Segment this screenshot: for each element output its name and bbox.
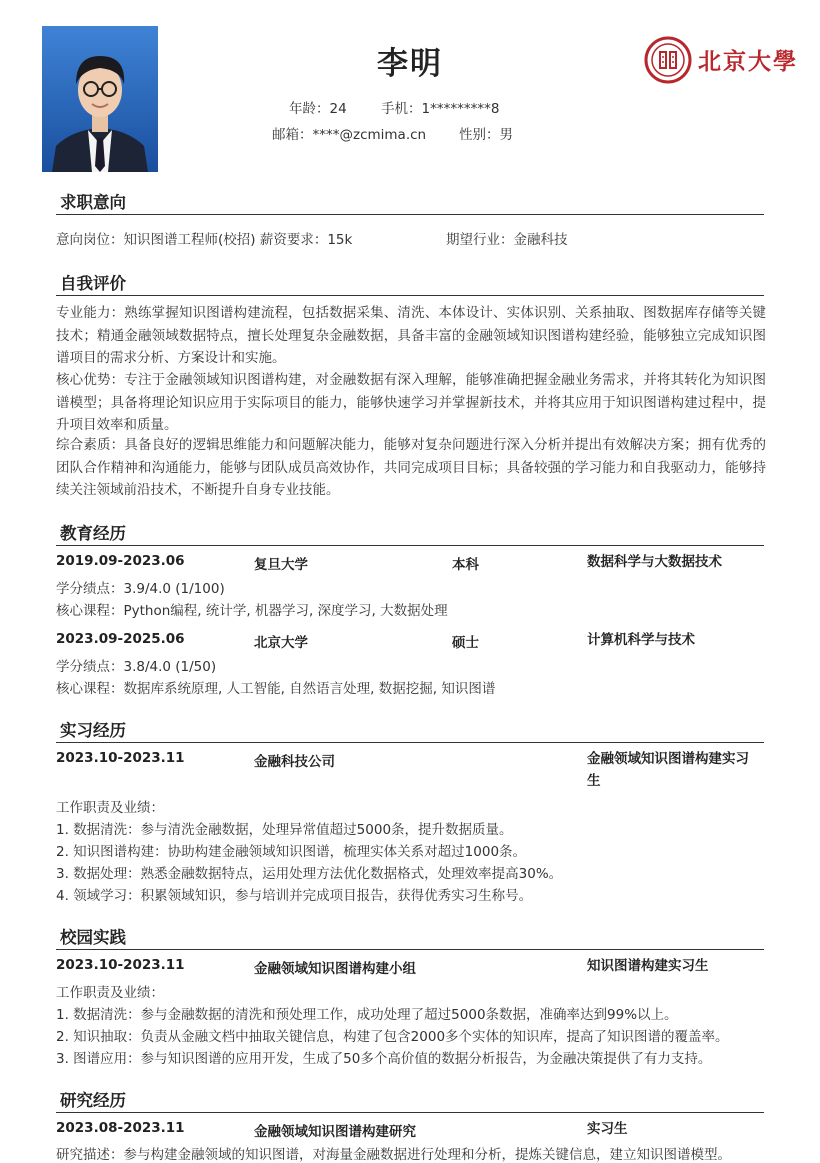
email-info xyxy=(272,123,426,143)
edu-courses: 核心课程：数据库系统原理, 人工智能, 自然语言处理, 数据挖掘, 知识图谱 xyxy=(56,681,496,697)
job-position: 意向岗位：知识图谱工程师(校招) 薪资要求：15k xyxy=(56,232,353,248)
campus-duty-label: 工作职责及业绩： xyxy=(56,985,164,1001)
self-eval-strength: 核心优势：专注于金融领域知识图谱构建，对金融数据有深入理解，能够准确把握金融业务需求，并将其转化为知识图谱模型；具备将理论知识应用于实际项目的能力，能够快速学习并掌握新技术，并将其应用于知识图谱构建过程中，提升项目效率和质量。 xyxy=(56,372,766,433)
campus-duty-item: 3. 图谱应用：参与知识图谱的应用开发，生成了50多个高价值的数据分析报告，为金融决策提供了有力支持。 xyxy=(56,1051,712,1067)
university-logo-text: 北京大學 xyxy=(698,48,798,75)
university-seal-icon xyxy=(644,36,692,84)
section-title-education: 教育经历 xyxy=(60,524,126,543)
intern-company: 金融科技公司 xyxy=(254,754,335,770)
section-title-job-intent: 求职意向 xyxy=(60,193,126,212)
email-value: ****@zcmima.cn xyxy=(312,127,427,143)
campus-role: 知识图谱构建实习生 xyxy=(587,958,709,974)
edu-date: 2023.09-2025.06 xyxy=(56,631,185,647)
edu-courses: 核心课程：Python编程, 统计学, 机器学习, 深度学习, 大数据处理 xyxy=(56,603,448,619)
intern-duty-item: 1. 数据清洗：参与清洗金融数据，处理异常值超过5000条，提升数据质量。 xyxy=(56,822,513,838)
edu-gpa: 学分绩点：3.8/4.0 (1/50) xyxy=(56,659,217,675)
job-industry: 期望行业：金融科技 xyxy=(446,232,568,248)
phone-value: 1*********8 xyxy=(421,101,500,117)
email-label: 邮箱： xyxy=(272,127,313,143)
intern-duty-label: 工作职责及业绩： xyxy=(56,800,164,816)
edu-degree: 本科 xyxy=(452,557,479,573)
candidate-name: 李明 xyxy=(377,46,443,82)
edu-degree: 硕士 xyxy=(452,635,479,651)
divider xyxy=(56,295,764,296)
research-description: 研究描述：参与构建金融领域的知识图谱，对海量金融数据进行处理和分析，提炼关键信息，建立知识图谱模型。 xyxy=(56,1147,731,1163)
university-logo xyxy=(644,36,798,84)
intern-duty-item: 4. 领域学习：积累领域知识，参与培训并完成项目报告，获得优秀实习生称号。 xyxy=(56,888,533,904)
phone-label: 手机： xyxy=(381,101,422,117)
edu-major: 计算机科学与技术 xyxy=(587,632,695,648)
age-label: 年龄： xyxy=(289,101,330,117)
campus-org: 金融领域知识图谱构建小组 xyxy=(254,961,416,977)
edu-school: 北京大学 xyxy=(254,635,308,651)
age-info xyxy=(289,97,355,117)
self-eval-professional: 专业能力：熟练掌握知识图谱构建流程，包括数据采集、清洗、本体设计、实体识别、关系抽取、图数据库存储等关键技术；精通金融领域数据特点，擅长处理复杂金融数据，具备丰富的金融领域知识图谱构建经验，能够独立完成知识图谱项目的需求分析、方案设计和实施。 xyxy=(56,305,766,366)
intern-role: 金融领域知识图谱构建实习生 xyxy=(587,751,749,789)
divider xyxy=(56,214,764,215)
edu-school: 复旦大学 xyxy=(254,557,308,573)
gender-info xyxy=(459,123,513,143)
edu-date: 2019.09-2023.06 xyxy=(56,553,185,569)
edu-gpa: 学分绩点：3.9/4.0 (1/100) xyxy=(56,581,225,597)
campus-duty-item: 1. 数据清洗：参与金融数据的清洗和预处理工作，成功处理了超过5000条数据，准确率达到99%以上。 xyxy=(56,1007,678,1023)
intern-duty-item: 3. 数据处理：熟悉金融数据特点，运用处理方法优化数据格式，处理效率提高30%。 xyxy=(56,866,563,882)
section-title-self-eval: 自我评价 xyxy=(60,274,126,293)
divider xyxy=(56,545,764,546)
research-project: 金融领域知识图谱构建研究 xyxy=(254,1124,416,1140)
research-date: 2023.08-2023.11 xyxy=(56,1120,185,1136)
campus-date: 2023.10-2023.11 xyxy=(56,957,185,973)
section-title-internship: 实习经历 xyxy=(60,721,126,740)
research-role: 实习生 xyxy=(587,1121,628,1137)
divider xyxy=(56,1112,764,1113)
age-value: 24 xyxy=(329,101,347,117)
divider xyxy=(56,742,764,743)
edu-major: 数据科学与大数据技术 xyxy=(587,554,722,570)
gender-label: 性别： xyxy=(459,127,500,143)
campus-duty-item: 2. 知识抽取：负责从金融文档中抽取关键信息，构建了包含2000多个实体的知识库，提高了知识图谱的覆盖率。 xyxy=(56,1029,729,1045)
self-eval-quality: 综合素质：具备良好的逻辑思维能力和问题解决能力，能够对复杂问题进行深入分析并提出有效解决方案；拥有优秀的团队合作精神和沟通能力，能够与团队成员高效协作，共同完成项目目标；具备较强的学习能力和自我驱动力，能够持续关注领域前沿技术，不断提升自身专业技能。 xyxy=(56,437,766,498)
gender-value: 男 xyxy=(499,127,513,143)
divider xyxy=(56,949,764,950)
intern-date: 2023.10-2023.11 xyxy=(56,750,185,766)
intern-duty-item: 2. 知识图谱构建：协助构建金融领域知识图谱，梳理实体关系对超过1000条。 xyxy=(56,844,527,860)
phone-info xyxy=(381,97,499,117)
section-title-campus: 校园实践 xyxy=(60,928,126,947)
section-title-research: 研究经历 xyxy=(60,1091,126,1110)
